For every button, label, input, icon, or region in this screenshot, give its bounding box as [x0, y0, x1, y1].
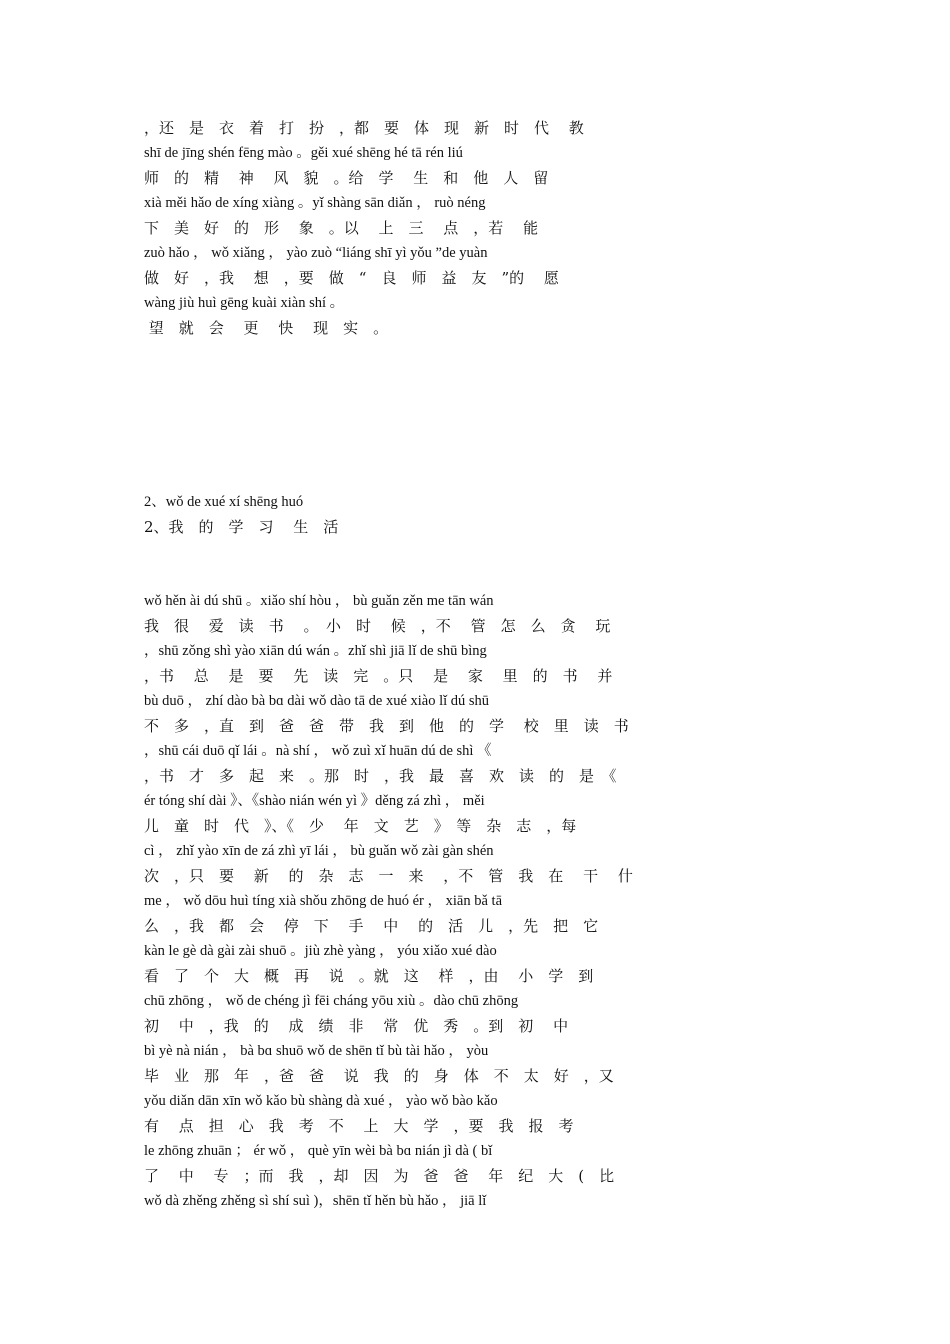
section-title: 2、我 的 学 习 生 活 — [144, 518, 339, 536]
pinyin-line: ，shū cái duō qǐ lái 。nà shí ， wǒ zuì xǐ huān dú de shì 《 — [144, 743, 492, 759]
text-line: 了 中 专 ；而 我 ，却 因 为 爸 爸 年 纪 大 ( 比 — [144, 1167, 615, 1185]
pinyin-line: ér tóng shí dài 》、《shào nián wén yì 》děng zá zhì ， měi — [144, 793, 485, 809]
text-line: 么 ，我 都 会 停 下 手 中 的 活 儿 ，先 把 它 — [144, 917, 599, 935]
text-line: 我 很 爱 读 书 。 小 时 候 ，不 管 怎 么 贪 玩 — [144, 617, 611, 635]
pinyin-line: chū zhōng ， wǒ de chéng jì fēi cháng yōu xiù 。dào chū zhōng — [144, 993, 519, 1009]
text-line: 次 ，只 要 新 的 杂 志 一 来 ，不 管 我 在 干 什 — [144, 867, 633, 885]
text-line: 有 点 担 心 我 考 不 上 大 学 ，要 我 报 考 — [144, 1117, 574, 1135]
text-line: 儿 童 时 代 》、《 少 年 文 艺 》 等 杂 志 ，每 — [144, 817, 577, 835]
text-line: 下 美 好 的 形 象 。以 上 三 点 ，若 能 — [144, 219, 539, 237]
text-line: 看 了 个 大 概 再 说 。就 这 样 ，由 小 学 到 — [144, 967, 594, 985]
pinyin-line: wǒ dà zhěng zhěng sì shí suì )，shēn tǐ hěn bù hǎo ， jiā lǐ — [144, 1193, 487, 1209]
text-line: 不 多 ，直 到 爸 爸 带 我 到 他 的 学 校 里 读 书 — [144, 717, 629, 735]
text-line: 初 中 ，我 的 成 绩 非 常 优 秀 。到 初 中 — [144, 1017, 569, 1035]
text-line: 望 就 会 更 快 现 实 。 — [144, 319, 389, 337]
text-line: 师 的 精 神 风 貌 。给 学 生 和 他 人 留 — [144, 169, 549, 187]
pinyin-line: yǒu diǎn dān xīn wǒ kǎo bù shàng dà xué ， yào wǒ bào kǎo — [144, 1093, 498, 1109]
pinyin-line: wàng jiù huì gēng kuài xiàn shí 。 — [144, 295, 345, 311]
pinyin-line: ，shū zǒng shì yào xiān dú wán 。zhǐ shì jiā lǐ de shū bìng — [144, 643, 487, 659]
text-line: 做 好 ，我 想 ，要 做 “ 良 师 益 友 ”的 愿 — [144, 269, 559, 287]
text-line: 毕 业 那 年 ，爸 爸 说 我 的 身 体 不 太 好 ，又 — [144, 1067, 614, 1085]
text-line: ，书 才 多 起 来 。那 时 ，我 最 喜 欢 读 的 是 《 — [144, 767, 617, 785]
pinyin-line: cì ， zhǐ yào xīn de zá zhì yī lái ， bù guǎn wǒ zài gàn shén — [144, 843, 494, 859]
pinyin-line: me ， wǒ dōu huì tíng xià shǒu zhōng de huó ér ， xiān bǎ tā — [144, 893, 503, 909]
section-title-pinyin: 2、wǒ de xué xí shēng huó — [144, 494, 304, 510]
pinyin-line: le zhōng zhuān ； ér wǒ ， què yīn wèi bà bɑ nián jì dà ( bǐ — [144, 1143, 493, 1159]
pinyin-line: kàn le gè dà gài zài shuō 。jiù zhè yàng ， yóu xiǎo xué dào — [144, 943, 497, 959]
text-line: ，还 是 衣 着 打 扮 ，都 要 体 现 新 时 代 教 — [144, 119, 584, 137]
pinyin-line: bì yè nà nián ， bà bɑ shuō wǒ de shēn tǐ bù tài hǎo ， yòu — [144, 1043, 489, 1059]
pinyin-line: bù duō ， zhí dào bà bɑ dài wǒ dào tā de xué xiào lǐ dú shū — [144, 693, 490, 709]
pinyin-line: zuò hǎo ， wǒ xiǎng ， yào zuò “liáng shī yì yǒu ”de yuàn — [144, 245, 488, 261]
pinyin-line: shī de jīng shén fēng mào 。gěi xué shēng hé tā rén liú — [144, 145, 463, 161]
text-line: ，书 总 是 要 先 读 完 。只 是 家 里 的 书 并 — [144, 667, 613, 685]
pinyin-line: wǒ hěn ài dú shū 。xiǎo shí hòu ， bù guǎn zěn me tān wán — [144, 593, 494, 609]
pinyin-line: xià měi hǎo de xíng xiàng 。yǐ shàng sān diǎn ， ruò néng — [144, 195, 486, 211]
